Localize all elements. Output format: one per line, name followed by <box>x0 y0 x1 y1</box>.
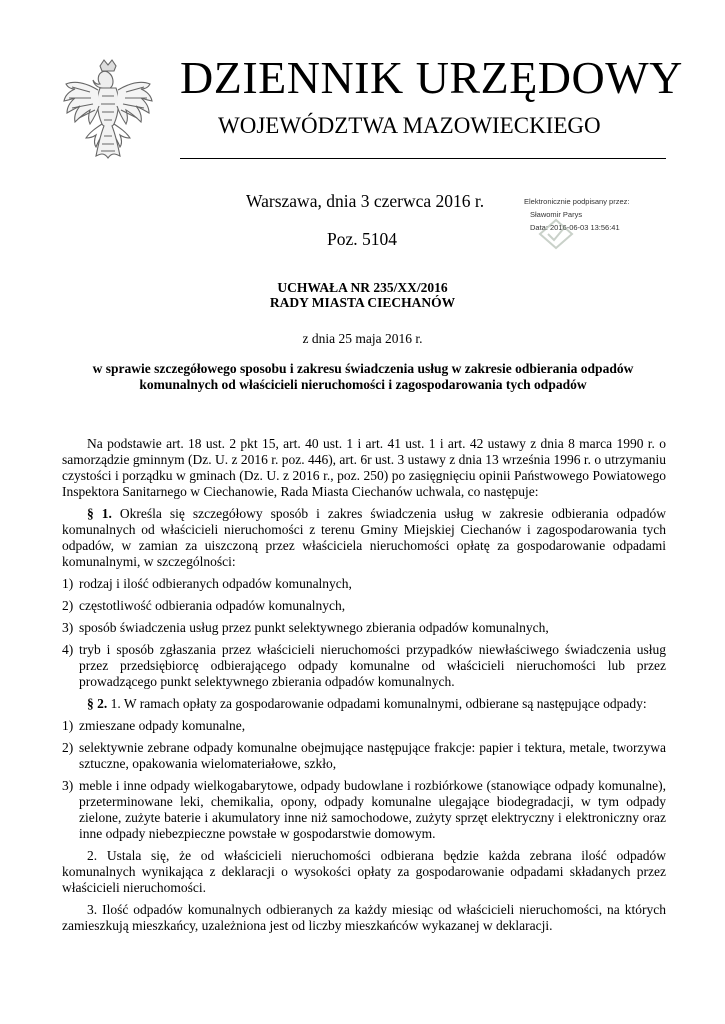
list-item-number: 2) <box>62 598 74 613</box>
section-2-text: 1. W ramach opłaty za gospodarowanie odpadami komunalnymi, odbierane są następujące odpady: <box>107 696 647 711</box>
journal-subtitle: WOJEWÓDZTWA MAZOWIECKIEGO <box>218 113 601 138</box>
list-item <box>62 642 666 690</box>
list-item <box>62 620 666 636</box>
list-item-text: sposób świadczenia usług przez punkt selektywnego zbierania odpadów komunalnych, <box>79 620 549 635</box>
list-item-text: tryb i sposób zgłaszania przez właścicieli nieruchomości przypadków niewłaściwego świadczenia usług przez przedsiębiorcę odbierającego odpady komunalne od właścicieli nieruchomości lub przez prowadzącego punkt selektywnego zbierania odpadów komunalnych. <box>79 642 666 689</box>
list-item-number: 4) <box>62 642 74 657</box>
act-number: UCHWAŁA NR 235/XX/2016 <box>277 280 448 295</box>
section-2-paragraph-2: 2. Ustala się, że od właścicieli nieruchomości odbierana będzie każda zebrana ilość odpadów komunalnych wynikająca z deklaracji o wysokości opłaty za gospodarowanie odpadami składanych przez właścicieli nieruchomości. <box>62 848 666 895</box>
list-item-number: 2) <box>62 740 74 755</box>
preamble: Na podstawie art. 18 ust. 2 pkt 15, art. 40 ust. 1 i art. 41 ust. 1 i art. 42 ustawy z dnia 8 marca 1990 r. o samorządzie gminnym (Dz. U. z 2016 r. poz. 446), art. 6r ust. 3 ustawy z dnia 13 września 1996 r. o utrzymaniu czystości i porządku w gminach (Dz. U. z 2016 r., poz. 250) po zasięgnięciu opinii Państwowego Powiatowego Inspektora Sanitarnego w Ciechanowie, Rada Miasta Ciechanów uchwala, co następuje: <box>62 436 666 499</box>
document-body <box>62 436 666 940</box>
section-2-paragraph-3: 3. Ilość odpadów komunalnych odbieranych za każdy miesiąc od właścicieli nieruchomości, na których zamieszkują mieszkańcy, uzależniona jest od liczby mieszkańców wykazanej w deklaracji. <box>62 902 666 933</box>
list-item-number: 3) <box>62 778 74 793</box>
section-2-intro <box>62 696 666 712</box>
header-divider <box>180 158 666 159</box>
section-1-label: § 1. <box>87 506 112 521</box>
signature-label: Elektronicznie podpisany przez: <box>524 197 630 206</box>
act-date: z dnia 25 maja 2016 r. <box>302 331 423 346</box>
list-item-text: selektywnie zebrane odpady komunalne obejmujące następujące frakcje: papier i tektura, metale, tworzywa sztuczne, opakowania wielomateriałowe, szkło, <box>79 740 666 771</box>
list-item-text: meble i inne odpady wielkogabarytowe, odpady budowlane i rozbiórkowe (stanowiące odpady komunalne), przeterminowane leki, chemikalia, opony, odpady komunalne ulegające biodegradacji, w tym odpady zielone, zużyte baterie i akumulatory inne niż samochodowe, zużyty sprzęt elektryczny i elektroniczny oraz inne odpady niebezpieczne powstałe w gospodarstwie domowym. <box>79 778 666 841</box>
section-1-intro <box>62 506 666 570</box>
position-number: Poz. 5104 <box>327 229 397 249</box>
list-item <box>62 576 666 592</box>
list-item-text: zmieszane odpady komunalne, <box>79 718 246 733</box>
list-item-text: rodzaj i ilość odbieranych odpadów komunalnych, <box>79 576 352 591</box>
signature-signer: Sławomir Parys <box>530 210 583 219</box>
section-2-label: § 2. <box>87 696 108 711</box>
signature-date: Data: 2016-06-03 13:56:41 <box>530 223 620 232</box>
section-1-text: Określa się szczegółowy sposób i zakres świadczenia usług w zakresie odbierania odpadów komunalnych od właścicieli nieruchomości z terenu Gminy Miejskiej Ciechanów i zagospodarowania tych odpadów, w zamian za uiszczoną przez właściciela nieruchomości opłatę za gospodarowanie odpadami komunalnymi, w szczególności: <box>62 506 667 569</box>
list-item <box>62 778 666 842</box>
list-item <box>62 740 666 772</box>
polish-eagle-emblem-icon <box>60 58 156 166</box>
list-item-number: 3) <box>62 620 74 635</box>
publication-date: Warszawa, dnia 3 czerwca 2016 r. <box>246 191 485 211</box>
list-item <box>62 718 666 734</box>
act-issuer: RADY MIASTA CIECHANÓW <box>269 295 456 310</box>
list-item-number: 1) <box>62 576 74 591</box>
act-title <box>0 280 725 310</box>
list-item <box>62 598 666 614</box>
signature-checkmark-icon <box>536 216 576 252</box>
journal-title: DZIENNIK URZĘDOWY <box>180 52 683 103</box>
list-item-number: 1) <box>62 718 74 733</box>
list-item-text: częstotliwość odbierania odpadów komunalnych, <box>79 598 346 613</box>
act-subject: w sprawie szczegółowego sposobu i zakresu świadczenia usług w zakresie odbierania odpadów komunalnych od właścicieli nieruchomości i zagospodarowania tych odpadów <box>92 361 634 392</box>
